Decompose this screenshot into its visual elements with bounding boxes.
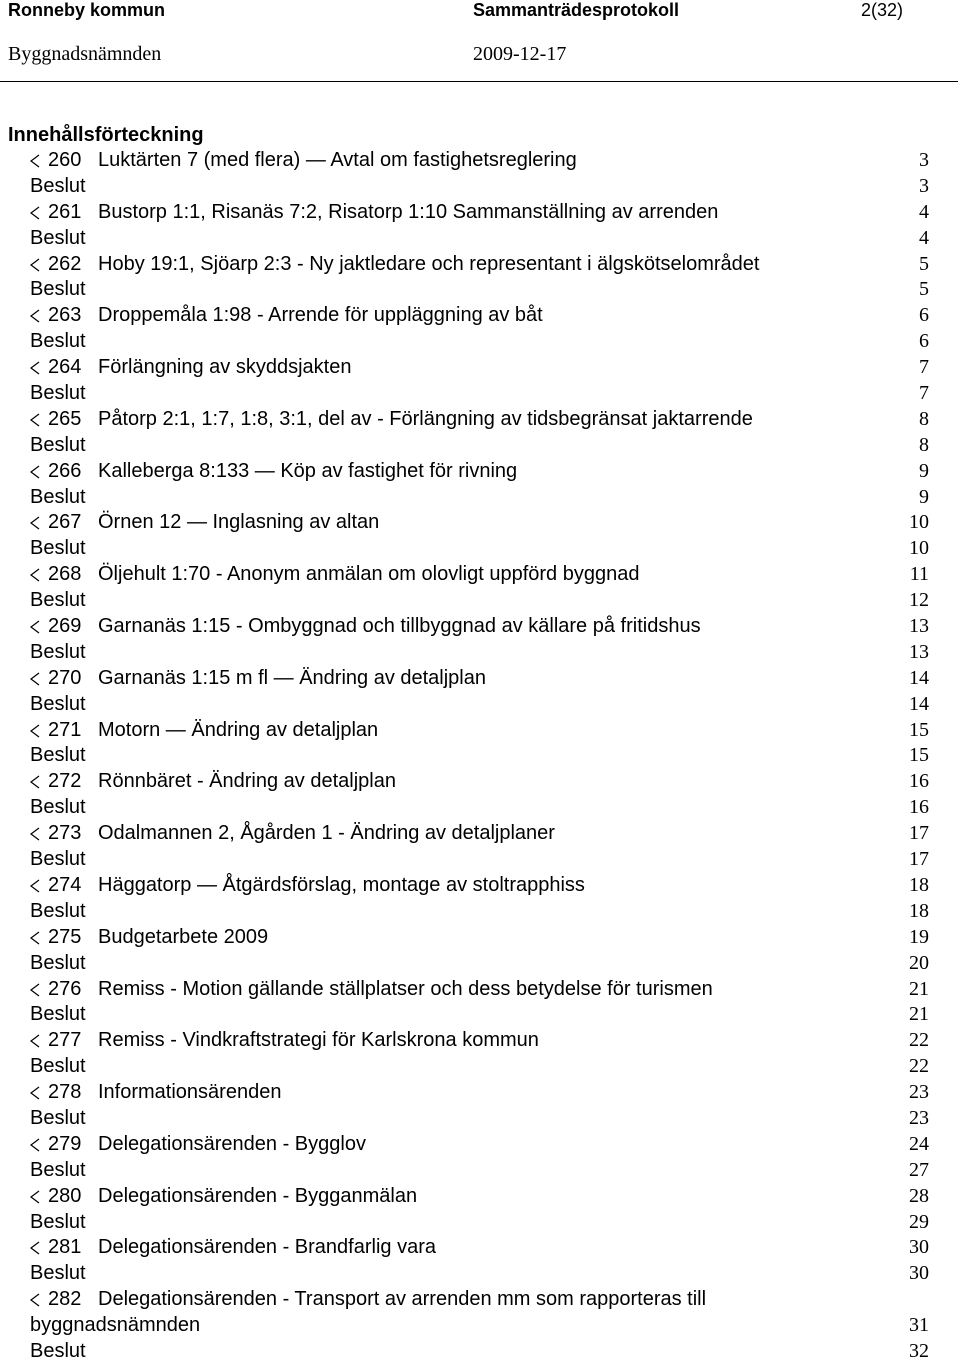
toc-entry-number: 267 — [48, 511, 82, 534]
toc-beslut-page: 15 — [909, 744, 929, 767]
toc-arrow-icon — [29, 258, 41, 272]
toc-entry-number: 276 — [48, 977, 82, 1000]
toc-arrow-icon — [29, 568, 41, 582]
toc-entry-number: 271 — [48, 718, 82, 741]
toc-entry-page: 4 — [919, 200, 929, 223]
toc-entry-title: Informationsärenden — [98, 1081, 282, 1104]
toc-entry-page: 13 — [909, 615, 929, 638]
toc-beslut-label: Beslut — [30, 1339, 86, 1362]
toc-beslut-page: 6 — [919, 330, 929, 353]
toc-beslut-page: 18 — [909, 899, 929, 922]
toc-entry-page: 21 — [909, 977, 929, 1000]
toc-entry-title: Påtorp 2:1, 1:7, 1:8, 3:1, del av - Förlängning av tidsbegränsat jaktarrende — [98, 407, 753, 430]
toc-arrow-icon — [29, 983, 41, 997]
toc-entry-title: Garnanäs 1:15 - Ombyggnad och tillbyggnad av källare på fritidshus — [98, 615, 701, 638]
toc-entry[interactable] — [0, 768, 960, 794]
toc-entry-title: Luktärten 7 (med flera) ― Avtal om fastighetsreglering — [98, 149, 577, 171]
toc-beslut-line[interactable] — [0, 691, 960, 717]
toc-beslut-page: 32 — [909, 1339, 929, 1362]
toc-beslut-label: Beslut — [30, 951, 86, 974]
toc-entry-title: Kalleberga 8:133 ― Köp av fastighet för rivning — [98, 459, 518, 482]
toc-entry-number: 275 — [48, 925, 82, 948]
toc-entry[interactable] — [0, 717, 960, 743]
toc-beslut-line[interactable] — [0, 846, 960, 872]
toc-entry[interactable] — [0, 147, 960, 173]
toc-arrow-icon — [29, 827, 41, 841]
toc-entry-number: 272 — [48, 770, 82, 793]
toc-entry-number: 260 — [48, 149, 82, 171]
toc-arrow-icon — [29, 206, 41, 220]
toc-entry-page: 6 — [919, 304, 929, 327]
toc-beslut-line[interactable] — [0, 898, 960, 924]
toc-arrow-icon — [29, 309, 41, 323]
toc-beslut-label: Beslut — [30, 382, 86, 405]
toc-entry-number: 266 — [48, 459, 82, 482]
toc-beslut-page: 23 — [909, 1106, 929, 1129]
page-subheader — [8, 43, 948, 67]
meeting-date: 2009-12-17 — [473, 43, 567, 65]
toc-beslut-page: 22 — [909, 1055, 929, 1078]
toc-beslut-page: 3 — [919, 174, 929, 197]
document-type: Sammanträdesprotokoll — [473, 0, 680, 20]
toc-entry-title: Öljehult 1:70 - Anonym anmälan om olovligt uppförd byggnad — [98, 563, 640, 586]
toc-beslut-page: 7 — [919, 382, 929, 405]
toc-beslut-line[interactable] — [0, 432, 960, 458]
toc-beslut-label: Beslut — [30, 589, 86, 612]
committee-name: Byggnadsnämnden — [8, 43, 162, 65]
toc-entry-title: Förlängning av skyddsjakten — [98, 356, 352, 379]
toc-entry-title: Odalmannen 2, Ågården 1 - Ändring av detaljplaner — [98, 822, 555, 845]
toc-beslut-line[interactable] — [0, 535, 960, 561]
toc-entry-page: 16 — [909, 770, 929, 793]
toc-beslut-label: Beslut — [30, 692, 86, 715]
toc-beslut-line[interactable] — [0, 1209, 960, 1235]
toc-beslut-label: Beslut — [30, 1262, 86, 1285]
toc-beslut-page: 8 — [919, 433, 929, 456]
toc-entry-number: 279 — [48, 1132, 82, 1155]
toc-entry[interactable] — [0, 1286, 960, 1312]
toc-arrow-icon — [29, 154, 41, 168]
toc-beslut-label: Beslut — [30, 640, 86, 663]
toc-beslut-label: Beslut — [30, 848, 86, 871]
toc-arrow-icon — [29, 1293, 41, 1307]
toc-entry[interactable] — [0, 976, 960, 1002]
toc-entry-number: 269 — [48, 615, 82, 638]
toc-entry-page: 19 — [909, 925, 929, 948]
toc-entry[interactable] — [0, 820, 960, 846]
toc-beslut-line[interactable] — [0, 742, 960, 768]
toc-entry-number: 282 — [48, 1288, 82, 1311]
toc-entry-title: Delegationsärenden - Bygglov — [98, 1132, 366, 1155]
toc-beslut-line[interactable] — [0, 380, 960, 406]
toc-arrow-icon — [29, 620, 41, 634]
toc-arrow-icon — [29, 672, 41, 686]
toc-entry-title: Delegationsärenden - Transport av arrenden mm som rapporteras till — [98, 1288, 707, 1311]
toc-entry-number: 278 — [48, 1081, 82, 1104]
toc-beslut-label: Beslut — [30, 433, 86, 456]
toc-entry[interactable] — [0, 458, 960, 484]
toc-entry-number: 273 — [48, 822, 82, 845]
toc-beslut-line[interactable] — [0, 1157, 960, 1183]
toc-entry-title-cont: byggnadsnämnden — [30, 1314, 201, 1337]
toc-arrow-icon — [29, 1138, 41, 1152]
toc-beslut-label: Beslut — [30, 1003, 86, 1026]
toc-beslut-label: Beslut — [30, 1055, 86, 1078]
toc-entry-title: Rönnbäret - Ändring av detaljplan — [98, 770, 396, 793]
toc-entry-page: 18 — [909, 873, 929, 896]
toc-beslut-page: 4 — [919, 226, 929, 249]
toc-beslut-page: 29 — [909, 1210, 929, 1233]
toc-beslut-label: Beslut — [30, 899, 86, 922]
municipality-name: Ronneby kommun — [8, 0, 166, 20]
toc-entry-number: 261 — [48, 200, 82, 223]
toc-entry-page: 5 — [919, 252, 929, 275]
toc-entry[interactable] — [0, 509, 960, 535]
page-header — [8, 0, 903, 24]
toc-entry-page: 28 — [909, 1184, 929, 1207]
toc-entry-page: 22 — [909, 1029, 929, 1052]
toc-arrow-icon — [29, 724, 41, 738]
toc-arrow-icon — [29, 775, 41, 789]
toc-beslut-line[interactable] — [0, 639, 960, 665]
toc-title: Innehållsförteckning — [8, 124, 204, 146]
toc-entry-page: 17 — [909, 822, 929, 845]
toc-entry-number: 268 — [48, 563, 82, 586]
toc-arrow-icon — [29, 1190, 41, 1204]
toc-beslut-line[interactable] — [0, 950, 960, 976]
toc-arrow-icon — [29, 1241, 41, 1255]
toc-beslut-page: 21 — [909, 1003, 929, 1026]
toc-beslut-page: 17 — [909, 848, 929, 871]
toc-entry[interactable] — [0, 302, 960, 328]
toc-beslut-line[interactable] — [0, 173, 960, 199]
toc-entry[interactable] — [0, 665, 960, 691]
toc-beslut-label: Beslut — [30, 485, 86, 508]
toc-beslut-page: 16 — [909, 796, 929, 819]
toc-beslut-line[interactable] — [0, 484, 960, 510]
toc-beslut-line[interactable] — [0, 328, 960, 354]
toc-entry-number: 263 — [48, 304, 82, 327]
toc-entry[interactable] — [0, 561, 960, 587]
toc-arrow-icon — [29, 931, 41, 945]
toc-entry-number: 281 — [48, 1236, 82, 1259]
toc-entry[interactable] — [0, 872, 960, 898]
toc-beslut-page: 27 — [909, 1158, 929, 1181]
toc-entry-page: 11 — [909, 563, 929, 586]
toc-beslut-line[interactable] — [0, 1260, 960, 1286]
toc-entry[interactable] — [0, 1079, 960, 1105]
toc-beslut-page: 12 — [909, 589, 929, 612]
toc-entry-title: Häggatorp ― Åtgärdsförslag, montage av stoltrapphiss — [98, 873, 585, 896]
toc-beslut-page: 10 — [909, 537, 929, 560]
toc-arrow-icon — [29, 1086, 41, 1100]
toc-beslut-line[interactable] — [0, 1001, 960, 1027]
toc-entry-page: 24 — [909, 1132, 929, 1155]
toc-entry-page: 23 — [909, 1081, 929, 1104]
toc-entry-title: Budgetarbete 2009 — [98, 925, 269, 948]
toc-arrow-icon — [29, 1034, 41, 1048]
toc-entry[interactable] — [0, 1131, 960, 1157]
toc-entry-title: Hoby 19:1, Sjöarp 2:3 - Ny jaktledare och representant i älgskötselområdet — [98, 252, 760, 275]
toc-entry-page: 3 — [919, 149, 929, 171]
toc-arrow-icon — [29, 361, 41, 375]
toc-beslut-line[interactable] — [0, 1053, 960, 1079]
toc-beslut-page: 30 — [909, 1262, 929, 1285]
toc-entry-number: 264 — [48, 356, 82, 379]
toc-beslut-label: Beslut — [30, 330, 86, 353]
toc-beslut-line[interactable] — [0, 1338, 960, 1364]
toc-beslut-page: 5 — [919, 278, 929, 301]
toc-entry-number: 277 — [48, 1029, 82, 1052]
toc-beslut-label: Beslut — [30, 226, 86, 249]
toc-beslut-line[interactable] — [0, 1105, 960, 1131]
toc-entry-title: Bustorp 1:1, Risanäs 7:2, Risatorp 1:10 Sammanställning av arrenden — [98, 200, 719, 223]
toc-entry[interactable] — [0, 924, 960, 950]
toc-entry-page: 7 — [919, 356, 929, 379]
toc-beslut-label: Beslut — [30, 1210, 86, 1233]
toc-beslut-page: 20 — [909, 951, 929, 974]
toc-entry[interactable] — [0, 1234, 960, 1260]
toc-entry-page: 9 — [919, 459, 929, 482]
toc-arrow-icon — [29, 465, 41, 479]
header-divider — [0, 81, 958, 82]
toc-entry-page: 8 — [919, 407, 929, 430]
toc-beslut-label: Beslut — [30, 1106, 86, 1129]
toc-beslut-label: Beslut — [30, 744, 86, 767]
toc-arrow-icon — [29, 516, 41, 530]
toc-entry-page: 15 — [909, 718, 929, 741]
toc-beslut-page: 14 — [909, 692, 929, 715]
toc-entry[interactable] — [0, 199, 960, 225]
toc-entry-page: 30 — [909, 1236, 929, 1259]
toc-beslut-line[interactable] — [0, 225, 960, 251]
table-of-contents — [0, 147, 960, 1364]
toc-arrow-icon — [29, 413, 41, 427]
toc-beslut-page: 13 — [909, 640, 929, 663]
toc-entry-page: 31 — [909, 1314, 929, 1337]
toc-entry[interactable] — [0, 1183, 960, 1209]
toc-arrow-icon — [29, 879, 41, 893]
toc-beslut-label: Beslut — [30, 1158, 86, 1181]
toc-entry-number: 280 — [48, 1184, 82, 1207]
toc-beslut-label: Beslut — [30, 278, 86, 301]
toc-entry[interactable] — [0, 1027, 960, 1053]
toc-entry[interactable] — [0, 251, 960, 277]
toc-entry-number: 262 — [48, 252, 82, 275]
toc-entry-title: Remiss - Motion gällande ställplatser och dess betydelse för turismen — [98, 977, 713, 1000]
toc-entry-title: Motorn ― Ändring av detaljplan — [98, 718, 379, 741]
toc-entry-number: 265 — [48, 407, 82, 430]
toc-beslut-page: 9 — [919, 485, 929, 508]
toc-beslut-label: Beslut — [30, 174, 86, 197]
toc-beslut-line[interactable] — [0, 794, 960, 820]
toc-entry-page: 10 — [909, 511, 929, 534]
toc-entry-title: Delegationsärenden - Brandfarlig vara — [98, 1236, 436, 1259]
toc-entry-continuation[interactable] — [0, 1312, 960, 1338]
page-number: 2(32) — [860, 0, 903, 20]
toc-entry-title: Delegationsärenden - Bygganmälan — [98, 1184, 418, 1207]
toc-beslut-line[interactable] — [0, 587, 960, 613]
toc-beslut-line[interactable] — [0, 276, 960, 302]
toc-entry-page: 14 — [909, 666, 929, 689]
toc-beslut-label: Beslut — [30, 537, 86, 560]
toc-entry[interactable] — [0, 354, 960, 380]
toc-entry-title: Garnanäs 1:15 m fl ― Ändring av detaljplan — [98, 666, 486, 689]
toc-entry-number: 274 — [48, 873, 82, 896]
toc-entry[interactable] — [0, 406, 960, 432]
toc-entry-title: Droppemåla 1:98 - Arrende för uppläggning av båt — [98, 304, 543, 327]
toc-entry-title: Remiss - Vindkraftstrategi för Karlskrona kommun — [98, 1029, 539, 1052]
toc-entry-title: Örnen 12 ― Inglasning av altan — [98, 511, 380, 534]
toc-entry-number: 270 — [48, 666, 82, 689]
toc-beslut-label: Beslut — [30, 796, 86, 819]
toc-entry[interactable] — [0, 613, 960, 639]
